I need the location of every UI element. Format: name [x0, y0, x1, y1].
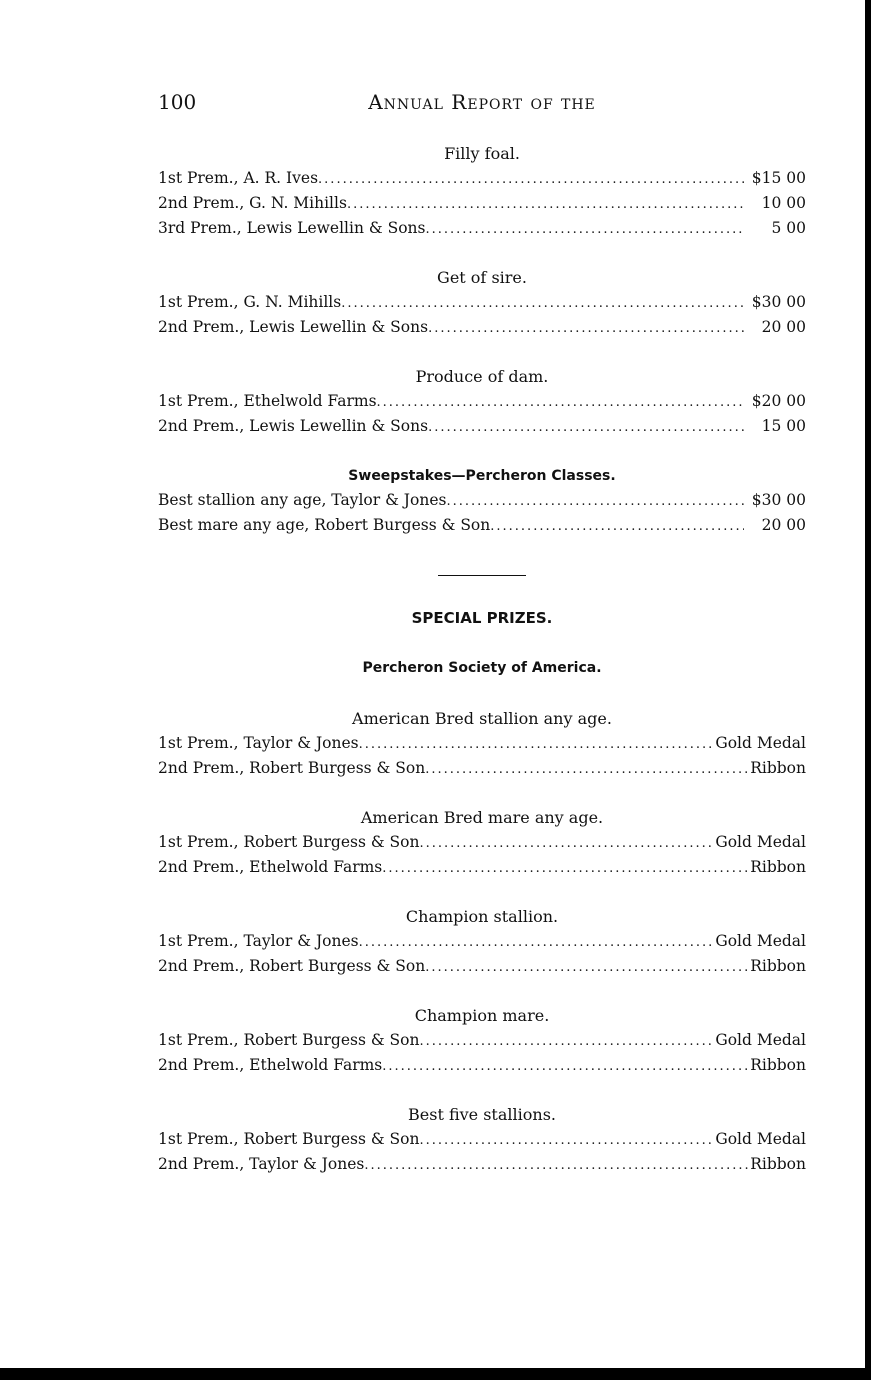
row-label: Best stallion any age, Taylor & Jones — [158, 491, 447, 509]
row-award: Gold Medal — [715, 734, 806, 752]
premium-section-get-of-sire — [158, 266, 806, 340]
special-prizes-title: SPECIAL PRIZES. — [411, 609, 553, 627]
special-group-american-bred-stallion — [158, 707, 806, 781]
leader-dots — [341, 291, 744, 316]
leader-dots — [364, 1153, 750, 1178]
special-row — [158, 929, 806, 954]
row-amount: 10 00 — [761, 194, 806, 212]
leader-dots — [420, 1128, 716, 1153]
row-award: Ribbon — [750, 957, 806, 975]
premium-row — [158, 513, 806, 538]
row-label: 2nd Prem., Robert Burgess & Son — [158, 957, 426, 975]
special-row — [158, 830, 806, 855]
row-label: 1st Prem., Taylor & Jones — [158, 932, 359, 950]
premium-row — [158, 414, 806, 439]
leader-dots — [420, 1029, 716, 1054]
leader-dots — [359, 732, 716, 757]
row-amount: $30 00 — [751, 491, 806, 509]
row-award: Gold Medal — [715, 1031, 806, 1049]
page-header — [158, 88, 806, 120]
group-heading: American Bred mare any age. — [360, 808, 604, 827]
row-label: 1st Prem., G. N. Mihills — [158, 293, 342, 311]
premium-section-filly-foal — [158, 142, 806, 241]
special-group-best-five-stallions — [158, 1103, 806, 1177]
row-label: 2nd Prem., Lewis Lewellin & Sons — [158, 417, 429, 435]
page — [158, 88, 806, 1177]
running-title: Annual Report of the — [368, 90, 596, 114]
row-award: Ribbon — [750, 1056, 806, 1074]
row-award: Ribbon — [750, 1155, 806, 1173]
row-award: Gold Medal — [715, 1130, 806, 1148]
leader-dots — [446, 489, 744, 514]
row-award: Gold Medal — [715, 932, 806, 950]
premium-row — [158, 166, 806, 191]
scan-edge-bottom — [0, 1368, 871, 1380]
page-number: 100 — [158, 90, 197, 114]
leader-dots — [420, 831, 716, 856]
premium-row — [158, 488, 806, 513]
special-row — [158, 1053, 806, 1078]
leader-dots — [428, 415, 744, 440]
leader-dots — [347, 192, 744, 217]
leader-dots — [425, 757, 750, 782]
row-label: 1st Prem., Robert Burgess & Son — [158, 1130, 420, 1148]
premium-row — [158, 216, 806, 241]
row-amount: 20 00 — [761, 318, 806, 336]
society-heading: Percheron Society of America. — [362, 660, 602, 676]
special-row — [158, 954, 806, 979]
premium-row — [158, 290, 806, 315]
leader-dots — [490, 514, 744, 539]
leader-dots — [428, 316, 744, 341]
special-row — [158, 731, 806, 756]
group-heading: Champion mare. — [414, 1006, 550, 1025]
premium-section-produce-of-dam — [158, 365, 806, 439]
group-heading: Best five stallions. — [408, 1105, 556, 1124]
row-label: 2nd Prem., Robert Burgess & Son — [158, 759, 426, 777]
leader-dots — [359, 930, 716, 955]
row-label: 1st Prem., Robert Burgess & Son — [158, 833, 420, 851]
special-row — [158, 855, 806, 880]
row-amount: $20 00 — [751, 392, 806, 410]
premium-row — [158, 389, 806, 414]
group-heading: American Bred stallion any age. — [352, 709, 612, 728]
row-label: 2nd Prem., Ethelwold Farms — [158, 858, 383, 876]
row-amount: 5 00 — [771, 219, 806, 237]
row-amount: 20 00 — [761, 516, 806, 534]
row-label: Best mare any age, Robert Burgess & Son — [158, 516, 491, 534]
row-award: Gold Medal — [715, 833, 806, 851]
row-award: Ribbon — [750, 858, 806, 876]
leader-dots — [425, 217, 744, 242]
row-label: 1st Prem., A. R. Ives — [158, 169, 319, 187]
special-row — [158, 1028, 806, 1053]
special-group-champion-mare — [158, 1004, 806, 1078]
row-amount: 15 00 — [761, 417, 806, 435]
special-row — [158, 1127, 806, 1152]
leader-dots — [425, 955, 750, 980]
row-award: Ribbon — [750, 759, 806, 777]
scan-edge-right — [865, 0, 871, 1380]
row-amount: $30 00 — [751, 293, 806, 311]
row-label: 2nd Prem., Ethelwold Farms — [158, 1056, 383, 1074]
special-row — [158, 756, 806, 781]
section-heading: Sweepstakes—Percheron Classes. — [348, 468, 616, 484]
group-heading: Champion stallion. — [405, 907, 559, 926]
premium-row — [158, 191, 806, 216]
leader-dots — [382, 1054, 750, 1079]
leader-dots — [318, 167, 744, 192]
row-label: 3rd Prem., Lewis Lewellin & Sons — [158, 219, 426, 237]
row-label: 2nd Prem., Taylor & Jones — [158, 1155, 365, 1173]
row-amount: $15 00 — [751, 169, 806, 187]
section-heading: Get of sire. — [437, 268, 527, 287]
premium-section-sweepstakes — [158, 464, 806, 538]
row-label: 1st Prem., Ethelwold Farms — [158, 392, 377, 410]
section-heading: Filly foal. — [444, 144, 520, 163]
special-row — [158, 1152, 806, 1177]
row-label: 1st Prem., Taylor & Jones — [158, 734, 359, 752]
premium-row — [158, 315, 806, 340]
row-label: 2nd Prem., Lewis Lewellin & Sons — [158, 318, 429, 336]
section-heading: Produce of dam. — [415, 367, 549, 386]
row-label: 2nd Prem., G. N. Mihills — [158, 194, 347, 212]
leader-dots — [377, 390, 744, 415]
special-group-champion-stallion — [158, 905, 806, 979]
row-label: 1st Prem., Robert Burgess & Son — [158, 1031, 420, 1049]
leader-dots — [382, 856, 750, 881]
special-group-american-bred-mare — [158, 806, 806, 880]
